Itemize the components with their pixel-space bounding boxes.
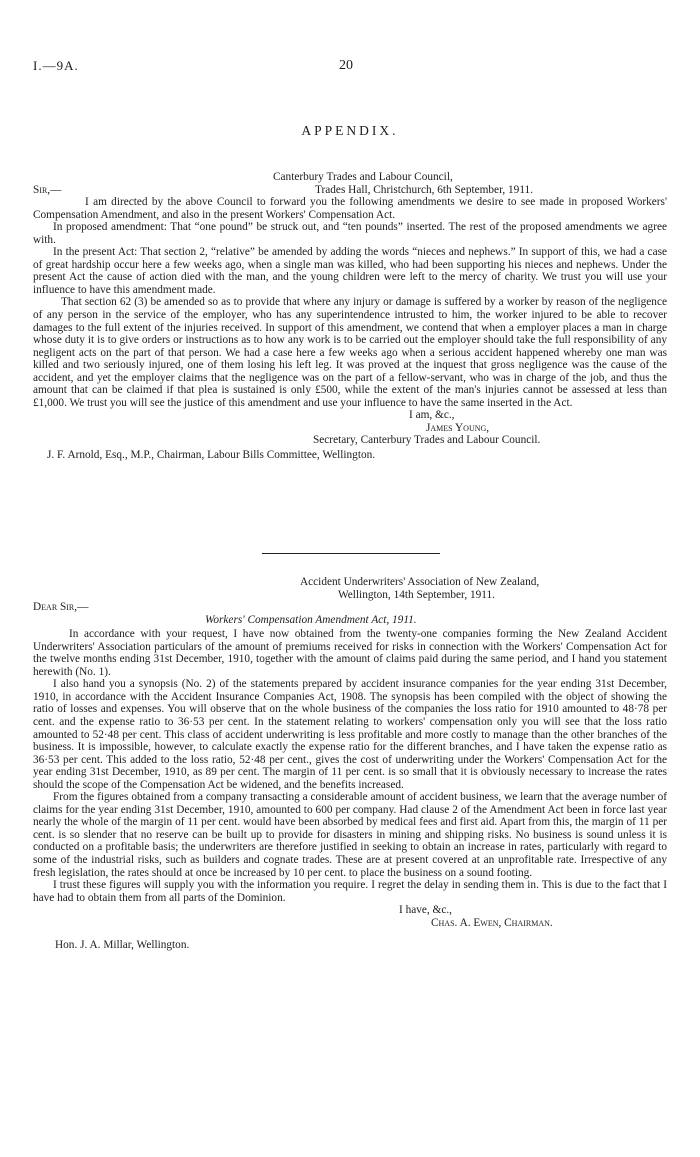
salutation: Sir,— [33, 183, 62, 196]
page-header [33, 60, 667, 76]
letter-underwriters [33, 576, 667, 952]
letter-paragraph: In the present Act: That section 2, “relative” be amended by adding the words “nieces and nephews.” In support of this, we had a case of great hardship occur here a few weeks ago, when a single man was killed, who had been supporting his nieces and nephews. Under the present Act the cause of action died with the man, and the young children were left to the mercy of charity. We trust you will use your influence to have this amendment made. [33, 246, 667, 296]
letter-paragraph: I am directed by the above Council to forward you the following amendments we desire to see made in proposed Workers' Compensation Amendment, and also in the present Workers' Compensation Act. [33, 196, 667, 221]
letter-paragraph: I trust these figures will supply you with the information you require. I regret the delay in sending them in. This is due to the fact that I have had to obtain them from all parts of the Dominion. [33, 879, 667, 904]
letter-paragraph: In proposed amendment: That “one pound” be struck out, and “ten pounds” inserted. The rest of the proposed amendments we agree with. [33, 221, 667, 246]
section-divider [262, 553, 440, 554]
subject-line: Workers' Compensation Amendment Act, 1911. [205, 613, 417, 626]
addressee: Hon. J. A. Millar, Wellington. [55, 939, 190, 952]
signature-name: Chas. A. Ewen, Chairman. [431, 916, 553, 929]
salutation: Dear Sir,— [33, 601, 89, 614]
sender-address: Trades Hall, Christchurch, 6th September, 1911. [315, 183, 534, 196]
sender-address: Wellington, 14th September, 1911. [338, 588, 495, 601]
closing: I have, &c., [399, 904, 453, 917]
page-title: APPENDIX. [301, 123, 399, 138]
letter-paragraph: From the figures obtained from a company transacting a considerable amount of accident business, we learn that the average number of claims for the year ending 31st December, 1910, amounted to 600 per company. Had clause 2 of the Amendment Act been in force last year nearly the whole of the margin of 11 per cent. would have been absorbed by medical fees and first aid. Apart from this, the margin of 11 per cent. is so slender that no reserve can be built up to provide for disasters in mining and shipping risks. No business is sound unless it is conducted on a profitable basis; the underwriters are therefore justified in seeking to obtain an increase in rates, particularly with regard to some of the industrial risks, such as builders and cognate trades. These are at present covered at an unprofitable rate. Irrespective of any fresh legislation, the rates should at once be increased by 10 per cent. to place the business on a sound footing. [33, 791, 667, 879]
letter-paragraph: That section 62 (3) be amended so as to provide that where any injury or damage is suffered by a worker by reason of the negligence of any person in the service of the employer, who has any superintendence intrusted to him, the worker injured to be able to recover damages to the full extent of the injuries received. In support of this amendment, we contend that when a employer places a man in charge whose duty it is to give orders or instructions as to how any work is to be carried out the employer should take the full responsibility of any negligent acts on the part of that person. We had a case here a few weeks ago when a serious accident happened whereby one man was killed and two seriously injured, one of them losing his left leg. It was proved at the inquest that gross negligence was the cause of the accident, and yet the employer claims that the negligence was on the part of a fellow-servant, who was in charge of the job, and thus the amount that can be claimed if that plea is sustained is only £500, while the extent of the man's injuries cannot be assessed at less than £1,000. We trust you will see the justice of this amendment and use your influence to have the same inserted in the Act. [33, 296, 667, 409]
letter-paragraph: In accordance with your request, I have now obtained from the twenty-one companies forming the New Zealand Accident Underwriters' Association particulars of the amount of premiums received for risks in connection with the Workers' Compensation Act for the twelve months ending 31st December, 1910, together with the amount of claims paid during the same period, and I hand you statement herewith (No. 1). [33, 628, 667, 678]
addressee: J. F. Arnold, Esq., M.P., Chairman, Labour Bills Committee, Wellington. [47, 449, 376, 462]
letter-paragraph: I also hand you a synopsis (No. 2) of the statements prepared by accident insurance companies for the year ending 31st December, 1910, in accordance with the Accident Insurance Companies Act, 1908. The synopsis has been compiled with the object of showing the ratio of losses and expenses. You will observe that on the whole business of the companies the loss ratio for 1910 amounted to 48·78 per cent. and the expense ratio to 36·53 per cent. In the statement relating to workers' compensation only you will see that the loss ratio amounted to 52·48 per cent. This class of accident underwriting is less profitable and more costly to manage than the other branches of the business. It is impossible, however, to calculate exactly the expense ratio for the different branches, and I have taken the expense ratio as 36·53 per cent. This added to the loss ratio, 52·48 per cent., gives the cost of underwriting under the Workers' Compensation Act for the year ending 31st December, 1910, as 89 per cent. The margin of 11 per cent. is so small that it is obviously necessary to increase the rates should the scope of the Compensation Act be widened, and the benefits increased. [33, 678, 667, 791]
document-reference: I.—9A. [33, 58, 79, 73]
closing: I am, &c., [409, 409, 455, 422]
signature-title: Secretary, Canterbury Trades and Labour Council. [313, 434, 541, 447]
sender-organisation: Canterbury Trades and Labour Council, [273, 171, 453, 183]
salutation-line [33, 184, 667, 197]
letter-canterbury [33, 171, 667, 462]
sender-organisation: Accident Underwriters' Association of New Zealand, [300, 576, 540, 588]
signature-name: James Young, [426, 421, 490, 434]
page-number: 20 [339, 58, 353, 73]
